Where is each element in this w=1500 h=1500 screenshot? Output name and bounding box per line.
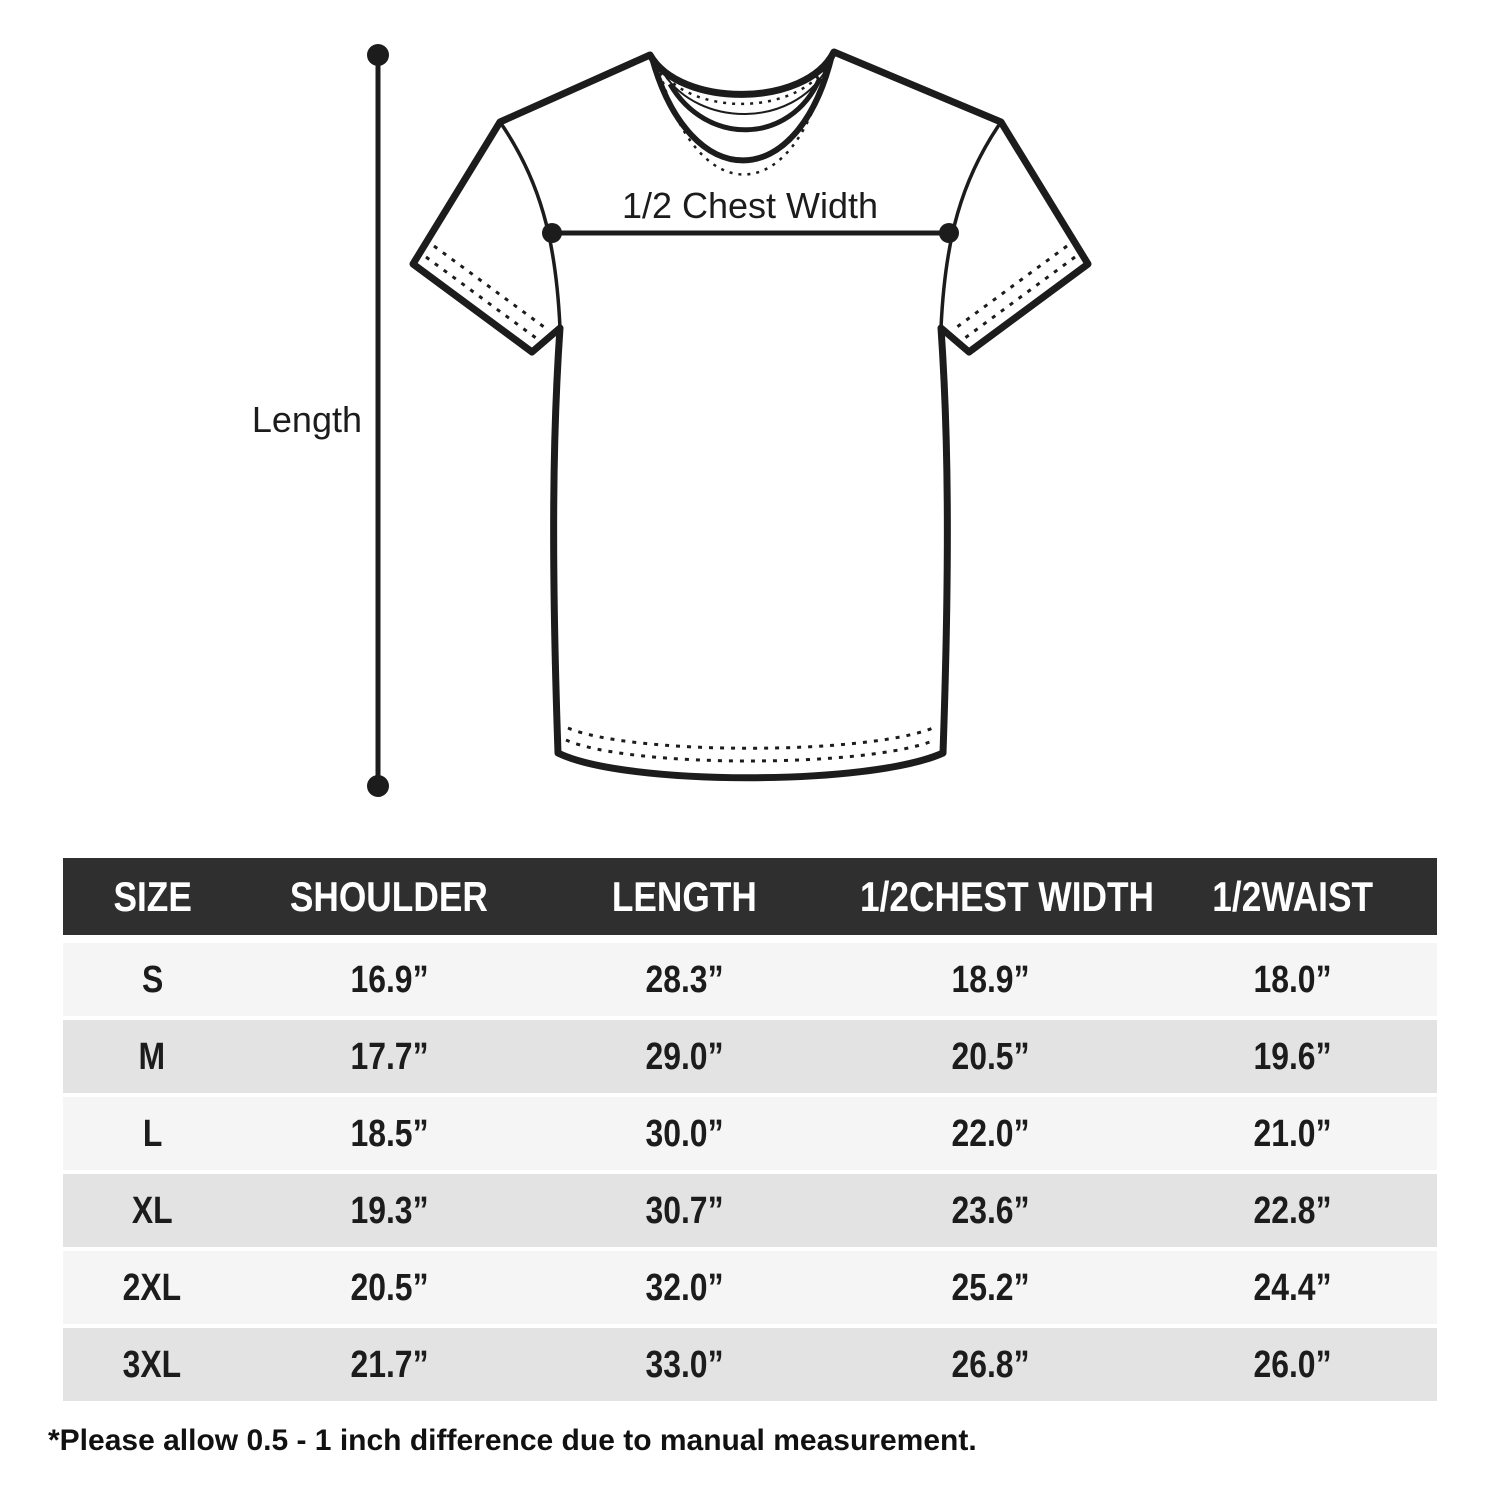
cell-size-value: 3XL bbox=[123, 1343, 182, 1386]
measurement-endpoint-dot bbox=[542, 223, 562, 243]
cell-waist bbox=[1148, 1343, 1437, 1386]
cell-shoulder bbox=[242, 1266, 537, 1309]
cell-size bbox=[63, 1343, 242, 1386]
table-row-2xl bbox=[63, 1251, 1437, 1328]
table-row-s bbox=[63, 943, 1437, 1020]
header-waist-label: 1/2WAIST bbox=[1212, 872, 1374, 920]
cell-length-value: 28.3” bbox=[645, 958, 724, 1001]
cell-length-value: 33.0” bbox=[645, 1343, 724, 1386]
cell-length-value: 32.0” bbox=[645, 1266, 724, 1309]
cell-shoulder-value: 17.7” bbox=[350, 1035, 429, 1078]
cell-waist-value: 18.0” bbox=[1253, 958, 1332, 1001]
cell-waist bbox=[1148, 1266, 1437, 1309]
measurement-endpoint-dot bbox=[939, 223, 959, 243]
cell-shoulder bbox=[242, 1189, 537, 1232]
cell-chest-value: 26.8” bbox=[951, 1343, 1030, 1386]
cell-size-value: M bbox=[139, 1035, 166, 1078]
cell-size bbox=[63, 1112, 242, 1155]
chest-width-label: 1/2 Chest Width bbox=[621, 185, 879, 226]
cell-waist bbox=[1148, 1189, 1437, 1232]
cell-waist bbox=[1148, 958, 1437, 1001]
header-shoulder-label: SHOULDER bbox=[290, 872, 489, 920]
cell-length bbox=[537, 1035, 832, 1078]
cell-length bbox=[537, 1343, 832, 1386]
table-header-row bbox=[63, 858, 1437, 943]
cell-size bbox=[63, 1266, 242, 1309]
header-chest-width bbox=[832, 872, 1155, 920]
cell-chest bbox=[832, 1343, 1148, 1386]
cell-length bbox=[537, 958, 832, 1001]
cell-shoulder-value: 19.3” bbox=[350, 1189, 429, 1232]
cell-shoulder-value: 16.9” bbox=[350, 958, 429, 1001]
cell-waist-value: 19.6” bbox=[1253, 1035, 1332, 1078]
length-label: Length bbox=[251, 399, 362, 440]
cell-size-value: 2XL bbox=[123, 1266, 182, 1309]
cell-length bbox=[537, 1189, 832, 1232]
cell-length-value: 30.7” bbox=[645, 1189, 724, 1232]
cell-length-value: 30.0” bbox=[645, 1112, 724, 1155]
cell-length bbox=[537, 1266, 832, 1309]
header-waist bbox=[1148, 872, 1437, 920]
cell-chest bbox=[832, 1266, 1148, 1309]
cell-shoulder bbox=[242, 958, 537, 1001]
cell-length bbox=[537, 1112, 832, 1155]
cell-waist bbox=[1148, 1035, 1437, 1078]
cell-size bbox=[63, 958, 242, 1001]
cell-chest-value: 23.6” bbox=[951, 1189, 1030, 1232]
table-row-3xl bbox=[63, 1328, 1437, 1405]
cell-size-value: S bbox=[141, 958, 163, 1001]
measurement-endpoint-dot bbox=[367, 775, 389, 797]
cell-shoulder bbox=[242, 1035, 537, 1078]
cell-waist bbox=[1148, 1112, 1437, 1155]
cell-size bbox=[63, 1189, 242, 1232]
cell-waist-value: 21.0” bbox=[1253, 1112, 1332, 1155]
cell-chest bbox=[832, 1035, 1148, 1078]
measurement-endpoint-dot bbox=[367, 44, 389, 66]
cell-chest-value: 18.9” bbox=[951, 958, 1030, 1001]
cell-shoulder bbox=[242, 1112, 537, 1155]
cell-chest-value: 20.5” bbox=[951, 1035, 1030, 1078]
cell-length-value: 29.0” bbox=[645, 1035, 724, 1078]
cell-waist-value: 24.4” bbox=[1253, 1266, 1332, 1309]
cell-chest bbox=[832, 1112, 1148, 1155]
header-size-label: SIZE bbox=[113, 872, 192, 920]
cell-shoulder-value: 21.7” bbox=[350, 1343, 429, 1386]
header-size bbox=[63, 872, 242, 920]
table-row-l bbox=[63, 1097, 1437, 1174]
cell-waist-value: 22.8” bbox=[1253, 1189, 1332, 1232]
cell-waist-value: 26.0” bbox=[1253, 1343, 1332, 1386]
cell-shoulder-value: 18.5” bbox=[350, 1112, 429, 1155]
cell-size-value: L bbox=[142, 1112, 163, 1155]
size-table bbox=[63, 858, 1437, 1405]
cell-size bbox=[63, 1035, 242, 1078]
cell-shoulder bbox=[242, 1343, 537, 1386]
cell-chest-value: 22.0” bbox=[951, 1112, 1030, 1155]
cell-shoulder-value: 20.5” bbox=[350, 1266, 429, 1309]
cell-chest-value: 25.2” bbox=[951, 1266, 1030, 1309]
measurement-disclaimer: *Please allow 0.5 - 1 inch difference due to manual measurement. bbox=[48, 1424, 977, 1457]
header-length-label: LENGTH bbox=[612, 872, 758, 920]
header-length bbox=[537, 872, 832, 920]
cell-chest bbox=[832, 958, 1148, 1001]
table-row-xl bbox=[63, 1174, 1437, 1251]
cell-chest bbox=[832, 1189, 1148, 1232]
header-shoulder bbox=[242, 872, 537, 920]
table-row-m bbox=[63, 1020, 1437, 1097]
header-chest-width-label: 1/2CHEST WIDTH bbox=[860, 872, 1155, 920]
cell-size-value: XL bbox=[131, 1189, 173, 1232]
